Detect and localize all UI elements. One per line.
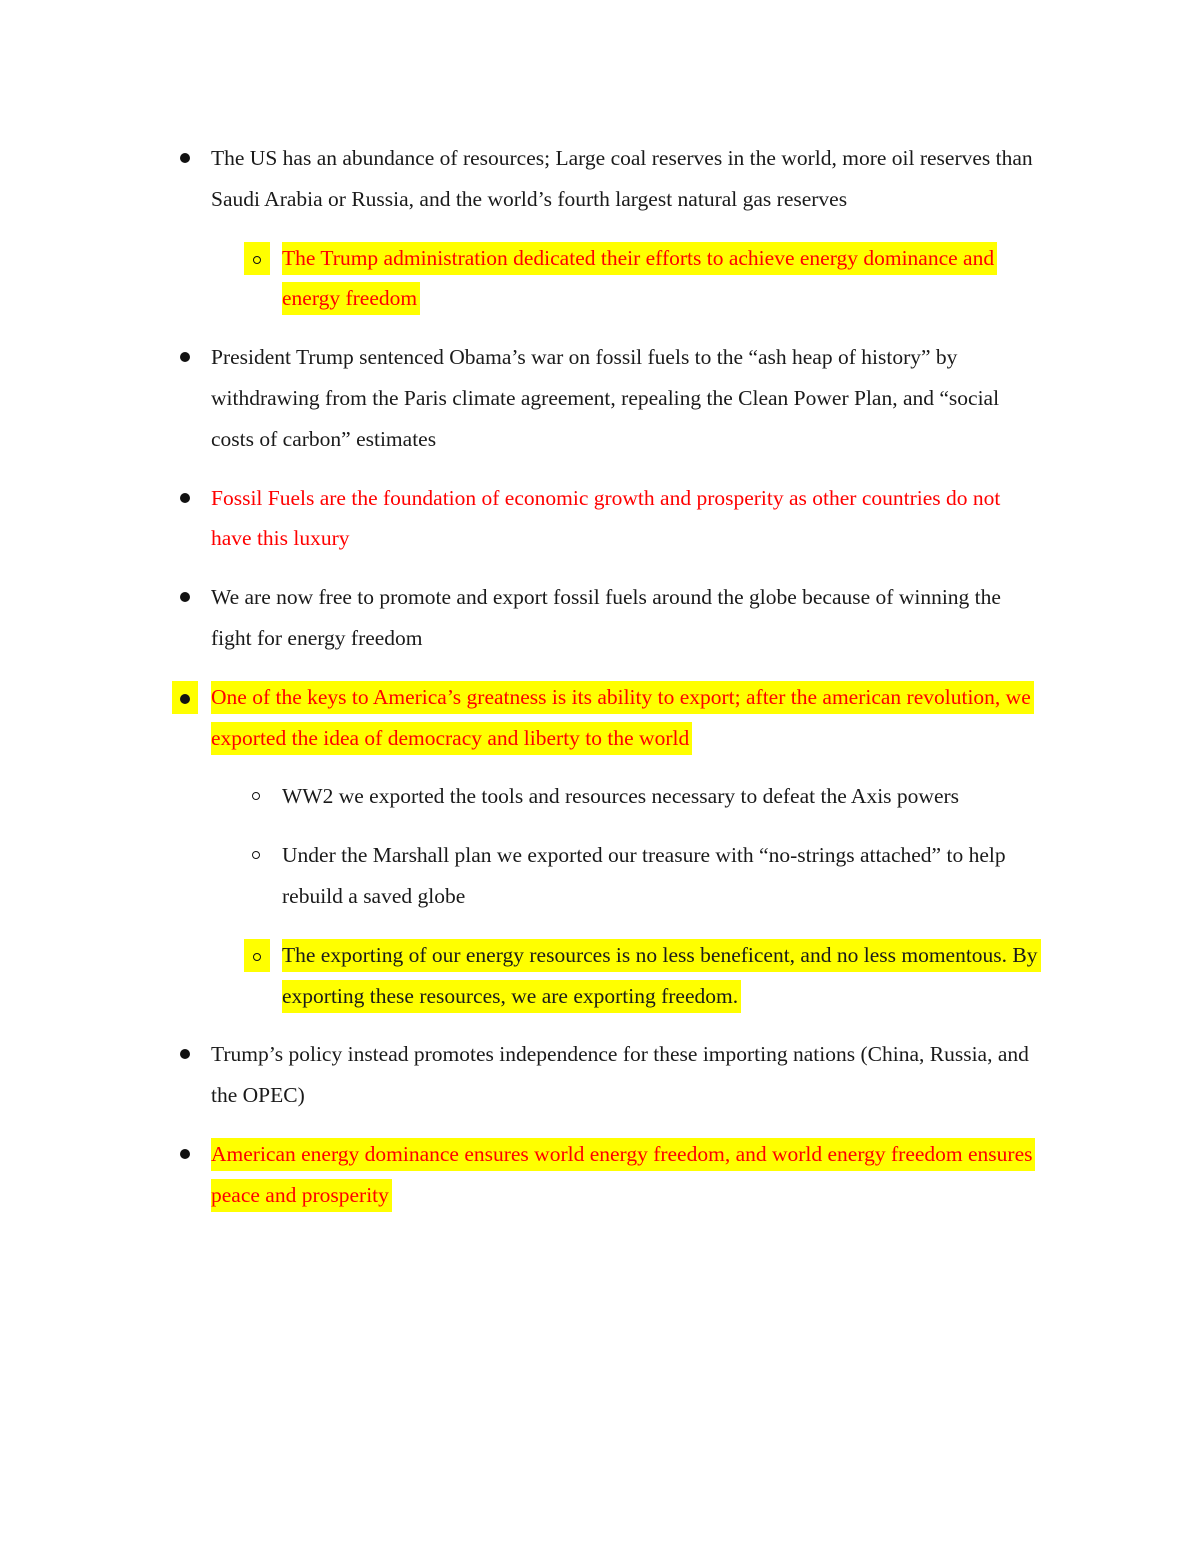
list-item <box>0 478 1046 560</box>
list-item-text: The Trump administration dedicated their efforts to achieve energy dominance and energy freedom <box>282 242 997 316</box>
list-item <box>0 577 1046 659</box>
list-item-text: President Trump sentenced Obama’s war on fossil fuels to the “ash heap of history” by withdrawing from the Paris climate agreement, repealing the Clean Power Plan, and “social costs of carbon” estimates <box>211 345 1000 451</box>
bullet-ring-icon <box>244 776 268 817</box>
list-item-text: The US has an abundance of resources; Large coal reserves in the world, more oil reserves than Saudi Arabia or Russia, and the world’s fourth largest natural gas reserves <box>211 146 1033 211</box>
list-item <box>0 138 1046 220</box>
list-item <box>0 835 1046 917</box>
list-item-text: American energy dominance ensures world energy freedom, and world energy freedom ensures peace and prosperity <box>211 1138 1035 1212</box>
bullet-dot-icon <box>172 1134 198 1175</box>
bullet-dot-icon <box>172 337 198 378</box>
bullet-ring-icon <box>244 238 268 279</box>
list-item <box>0 677 1046 759</box>
list-item <box>0 935 1046 1017</box>
bullet-list <box>0 138 1200 1234</box>
list-item-text: One of the keys to America’s greatness is its ability to export; after the american revolution, we exported the idea of democracy and liberty to the world <box>211 681 1034 755</box>
bullet-dot-icon <box>172 138 198 179</box>
list-item-text: Fossil Fuels are the foundation of economic growth and prosperity as other countries do not have this luxury <box>211 485 1001 551</box>
bullet-ring-icon <box>244 935 268 976</box>
bullet-dot-icon <box>172 577 198 618</box>
bullet-dot-icon <box>172 677 198 718</box>
bullet-dot-icon <box>172 1034 198 1075</box>
list-item-text: The exporting of our energy resources is no less beneficent, and no less momentous. By exporting these resources, we are exporting freedom. <box>282 939 1041 1013</box>
list-item-text: We are now free to promote and export fossil fuels around the globe because of winning the fight for energy freedom <box>211 585 1001 650</box>
list-item-text: Under the Marshall plan we exported our treasure with “no-strings attached” to help rebuild a saved globe <box>282 843 1006 908</box>
list-item <box>0 238 1046 320</box>
list-item-text: WW2 we exported the tools and resources necessary to defeat the Axis powers <box>282 784 960 809</box>
list-item <box>0 1034 1046 1116</box>
bullet-dot-icon <box>172 478 198 519</box>
list-item <box>0 337 1046 459</box>
list-item <box>0 776 1046 817</box>
list-item-text: Trump’s policy instead promotes independence for these importing nations (China, Russia, and the OPEC) <box>211 1042 1029 1108</box>
list-item <box>0 1134 1046 1216</box>
bullet-ring-icon <box>244 835 268 876</box>
